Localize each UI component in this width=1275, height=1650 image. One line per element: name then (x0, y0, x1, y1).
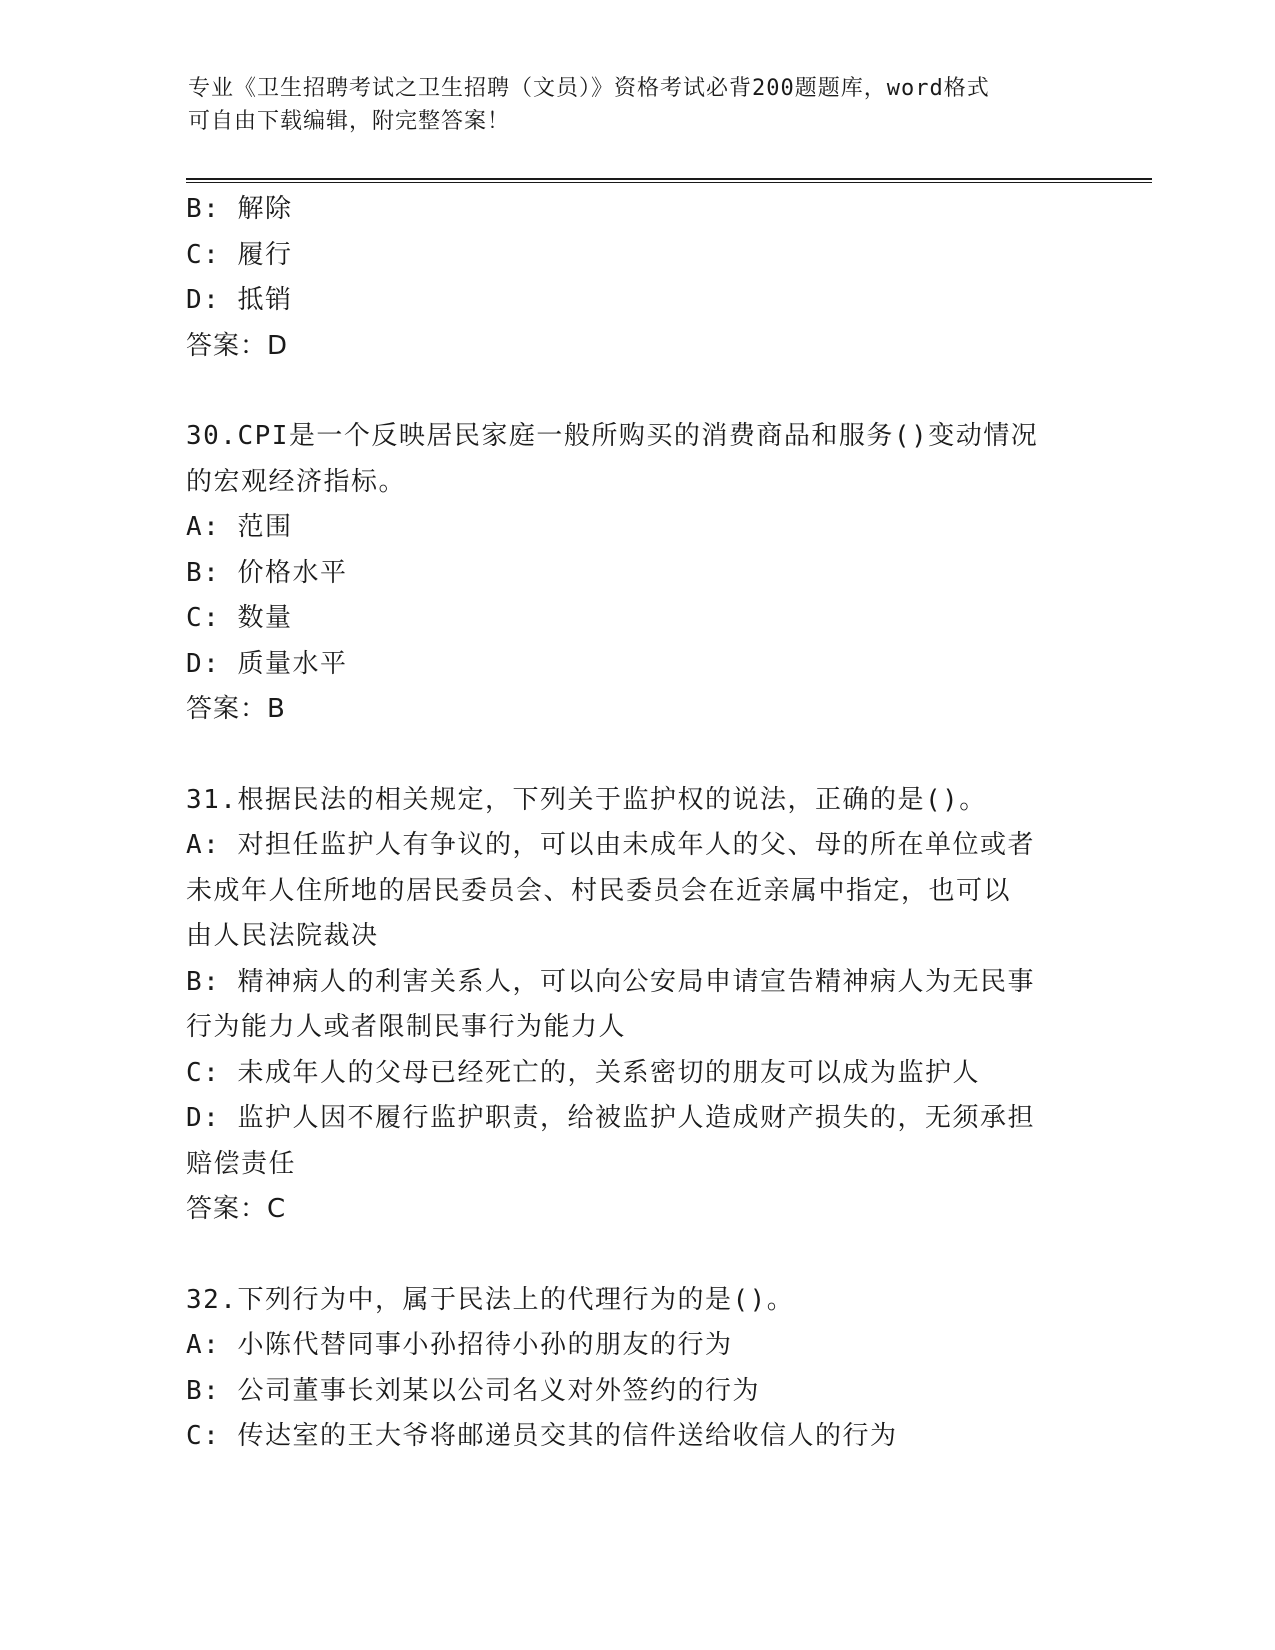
option-b-continued: 行为能力人或者限制民事行为能力人 (186, 1012, 627, 1042)
option-a: A: 范围 (186, 512, 293, 542)
option-d: D: 抵销 (186, 285, 293, 315)
header-divider (186, 178, 1152, 183)
question-stem: 31.根据民法的相关规定，下列关于监护权的说法，正确的是()。 (186, 784, 987, 815)
question-30 (186, 414, 1076, 733)
question-29-continued (186, 187, 1076, 369)
question-32 (186, 1278, 1076, 1460)
option-b: B: 解除 (186, 194, 293, 224)
option-c: C: 履行 (186, 239, 293, 270)
spacer (186, 369, 1076, 414)
question-content (186, 187, 1076, 1460)
option-b: B: 精神病人的利害关系人，可以向公安局申请宣告精神病人为无民事 (186, 966, 1035, 997)
question-stem: 的宏观经济指标。 (186, 466, 407, 497)
option-d: D: 质量水平 (186, 648, 348, 679)
answer-line: 答案：D (186, 330, 289, 361)
option-a-continued: 由人民法院裁决 (186, 921, 379, 951)
option-a-continued: 未成年人住所地的居民委员会、村民委员会在近亲属中指定，也可以 (186, 875, 1012, 906)
option-d: D: 监护人因不履行监护职责，给被监护人造成财产损失的，无须承担 (186, 1103, 1035, 1133)
option-a: A: 小陈代替同事小孙招待小孙的朋友的行为 (186, 1330, 733, 1360)
question-31 (186, 778, 1076, 1233)
spacer (186, 1233, 1076, 1278)
option-b: B: 公司董事长刘某以公司名义对外签约的行为 (186, 1375, 760, 1406)
option-c: C: 未成年人的父母已经死亡的，关系密切的朋友可以成为监护人 (186, 1057, 980, 1088)
option-d-continued: 赔偿责任 (186, 1148, 297, 1179)
option-c: C: 传达室的王大爷将邮递员交其的信件送给收信人的行为 (186, 1421, 898, 1451)
answer-line: 答案：B (186, 694, 286, 724)
option-b: B: 价格水平 (186, 557, 348, 588)
answer-line: 答案：C (186, 1194, 287, 1224)
spacer (186, 733, 1076, 778)
page-header (188, 72, 1068, 138)
header-line-1: 专业《卫生招聘考试之卫生招聘（文员）》资格考试必背200题题库，word格式 (188, 76, 990, 101)
question-stem: 30.CPI是一个反映居民家庭一般所购买的消费商品和服务()变动情况 (186, 421, 1039, 451)
option-c: C: 数量 (186, 603, 293, 633)
option-a: A: 对担任监护人有争议的，可以由未成年人的父、母的所在单位或者 (186, 830, 1035, 860)
question-stem: 32.下列行为中，属于民法上的代理行为的是()。 (186, 1284, 795, 1315)
header-line-2: 可自由下载编辑，附完整答案！ (188, 109, 511, 134)
